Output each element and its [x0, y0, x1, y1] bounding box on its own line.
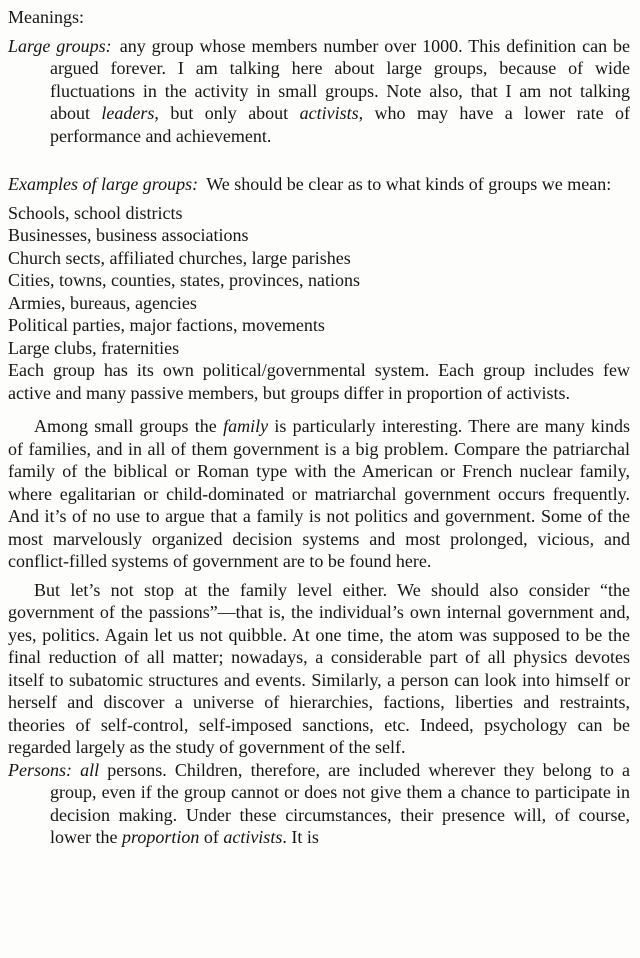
list-line-cities [8, 269, 630, 292]
meanings-heading [8, 6, 630, 29]
text-run: Each group has its own political/governmental system. Each group includes few active and many passive members, but groups differ in proportion of activists. [8, 360, 630, 403]
government-of-passions-paragraph [8, 579, 630, 759]
text-run: is particularly interesting. There are many kinds of families, and in all of them government is a big problem. Compare the patriarchal family of the biblical or Roman type with the American or French nuclear family, where egalitarian or child-dominated or matriarchal government occurs frequently. And it’s of no use to argue that a family is not politics and government. Some of the most marvelously organized decision systems and most prolonged, vicious, and conflict-filled systems of government are to be found here. [8, 416, 630, 571]
examples-of-large-groups [8, 173, 630, 196]
text-run: Schools, school districts [8, 202, 183, 223]
list-line-church [8, 247, 630, 270]
persons-definition [8, 759, 630, 849]
italic-text-run: all [80, 759, 100, 780]
each-group-paragraph [8, 359, 630, 404]
italic-text-run: Large groups: [8, 35, 112, 56]
italic-text-run: Examples of large groups: [8, 174, 199, 194]
large-groups-definition [8, 35, 630, 148]
text-run: We should be clear as to what kinds of groups we mean: [206, 174, 612, 194]
italic-text-run: activists [223, 827, 283, 847]
italic-text-run: proportion [121, 827, 200, 847]
text-run: Businesses, business associations [8, 225, 249, 245]
list-line-schools [8, 202, 630, 225]
text-run: any group whose members number over 1000. This definition can be argued forever. I am talking here about large groups, because of wide fluctuations in the activity in small groups. Note also, that I am not talking about [50, 35, 630, 123]
italic-text-run: activists [299, 103, 359, 123]
text-run: Meanings: [8, 7, 84, 27]
family-paragraph [8, 415, 630, 573]
text-run: Cities, towns, counties, states, provinces, nations [8, 270, 360, 290]
list-line-clubs [8, 337, 630, 360]
italic-text-run: family [223, 416, 269, 436]
text-run: Political parties, major factions, movements [8, 315, 325, 335]
text-run: But let’s not stop at the family level either. We should also consider “the government of the passions”—that is, the individual’s own internal government and, yes, politics. Again let us not quibble. At one time, the atom was supposed to be the final reduction of all matter; nowadays, a considerable part of all physics devotes itself to subatomic structures and events. Similarly, a person can look into himself or herself and discover a universe of hierarchies, factions, liberties and restraints, theories of self-control, self-imposed sanctions, etc. Indeed, psychology can be regarded largely as the study of government of the self. [8, 579, 630, 757]
text-run: persons. Children, therefore, are included wherever they belong to a group, even if the group cannot or does not give them a chance to participate in decision making. Under these circumstances, their presence will, of course, lower the [50, 759, 630, 847]
text-run: , who may have a lower rate of performance and achievement. [50, 103, 630, 146]
text-run: Church sects, affiliated churches, large parishes [8, 247, 351, 268]
list-line-parties [8, 314, 630, 337]
italic-text-run: Persons: [8, 759, 72, 780]
text-run: , but only about [154, 103, 300, 123]
page-content [8, 6, 630, 849]
list-line-businesses [8, 224, 630, 247]
text-run: Large clubs, fraternities [8, 337, 180, 358]
list-line-armies [8, 292, 630, 315]
text-run: . It is [282, 827, 319, 847]
text-run: of [199, 827, 224, 847]
text-run: Armies, bureaus, agencies [8, 292, 197, 313]
italic-text-run: leaders [101, 103, 155, 123]
text-run: Among small groups the [34, 416, 224, 436]
